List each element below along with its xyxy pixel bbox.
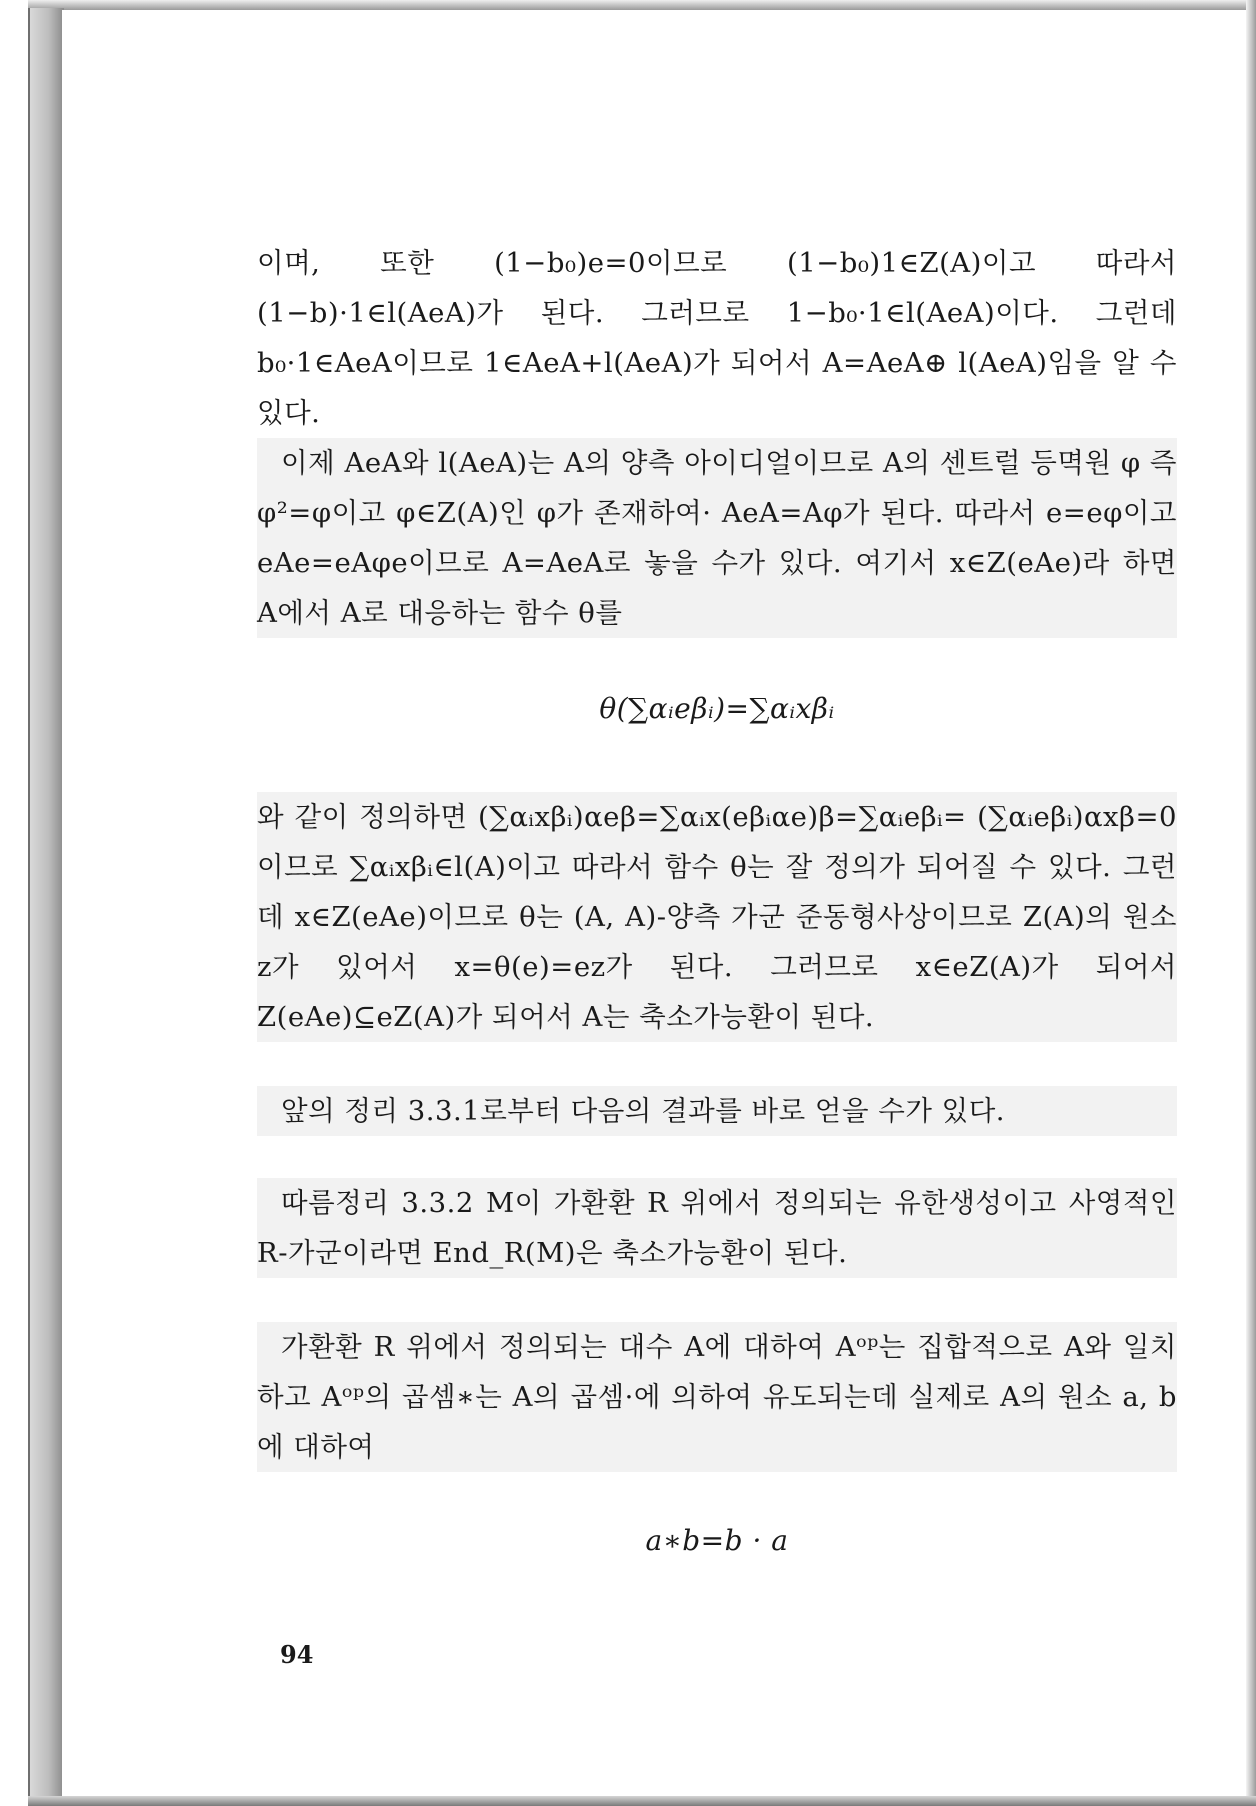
book-page (62, 10, 1246, 1796)
proof-paragraph-1: 이며, 또한 (1−b₀)e=0이므로 (1−b₀)1∈Z(A)이고 따라서 (1−b)·1∈l(AeA)가 된다. 그러므로 1−b₀·1∈l(AeA)이다. 그런데 b₀·1∈AeA이므로 1∈AeA+l(AeA)가 되어서 A=AeA⊕ l(AeA)임을 알 수 있다. (257, 247, 1177, 429)
book-spine-edge (28, 8, 64, 1796)
page-stack-right-edge (1246, 0, 1256, 1806)
lead-in-paragraph: 앞의 정리 3.3.1로부터 다음의 결과를 바로 얻을 수가 있다. (257, 1086, 1177, 1136)
proof-paragraph-3: 와 같이 정의하면 (∑αᵢxβᵢ)αeβ=∑αᵢx(eβᵢαe)β=∑αᵢeβᵢ= (∑αᵢeβᵢ)αxβ=0이므로 ∑αᵢxβᵢ∈l(A)이고 따라서 함수 θ는 잘 정의가 되어질 수 있다. 그런데 x∈Z(eAe)이므로 θ는 (A, A)-양측 가군 준동형사상이므로 Z(A)의 원소 z가 있어서 x=θ(e)=ez가 된다. 그러므로 x∈eZ(A)가 되어서 Z(eAe)⊆eZ(A)가 되어서 A는 축소가능환이 된다. (257, 792, 1177, 1042)
equation-theta-definition: θ(∑αᵢeβᵢ)=∑αᵢxβᵢ (599, 692, 835, 725)
page-body-text (257, 238, 1177, 1566)
opposite-algebra-paragraph: 가환환 R 위에서 정의되는 대수 A에 대하여 Aᵒᵖ는 집합적으로 A와 일치하고 Aᵒᵖ의 곱셈∗는 A의 곱셈·에 의하여 유도되는데 실제로 A의 원소 a, b에 대하여 (257, 1322, 1177, 1472)
page-stack-bottom-edge (28, 1796, 1256, 1806)
corollary-3-3-2: 따름정리 3.3.2 M이 가환환 R 위에서 정의되는 유한생성이고 사영적인 R-가군이라면 End_R(M)은 축소가능환이 된다. (257, 1178, 1177, 1278)
page-stack-top-edge (28, 0, 1256, 10)
equation-opposite-multiplication: a∗b=b · a (645, 1524, 789, 1557)
page-number: 94 (280, 1640, 314, 1669)
proof-paragraph-2: 이제 AeA와 l(AeA)는 A의 양측 아이디얼이므로 A의 센트럴 등멱원 φ 즉 φ²=φ이고 φ∈Z(A)인 φ가 존재하여· AeA=Aφ가 된다. 따라서 e=eφ이고 eAe=eAφe이므로 A=AeA로 놓을 수가 있다. 여기서 x∈Z(eAe)라 하면 A에서 A로 대응하는 함수 θ를 (257, 438, 1177, 638)
